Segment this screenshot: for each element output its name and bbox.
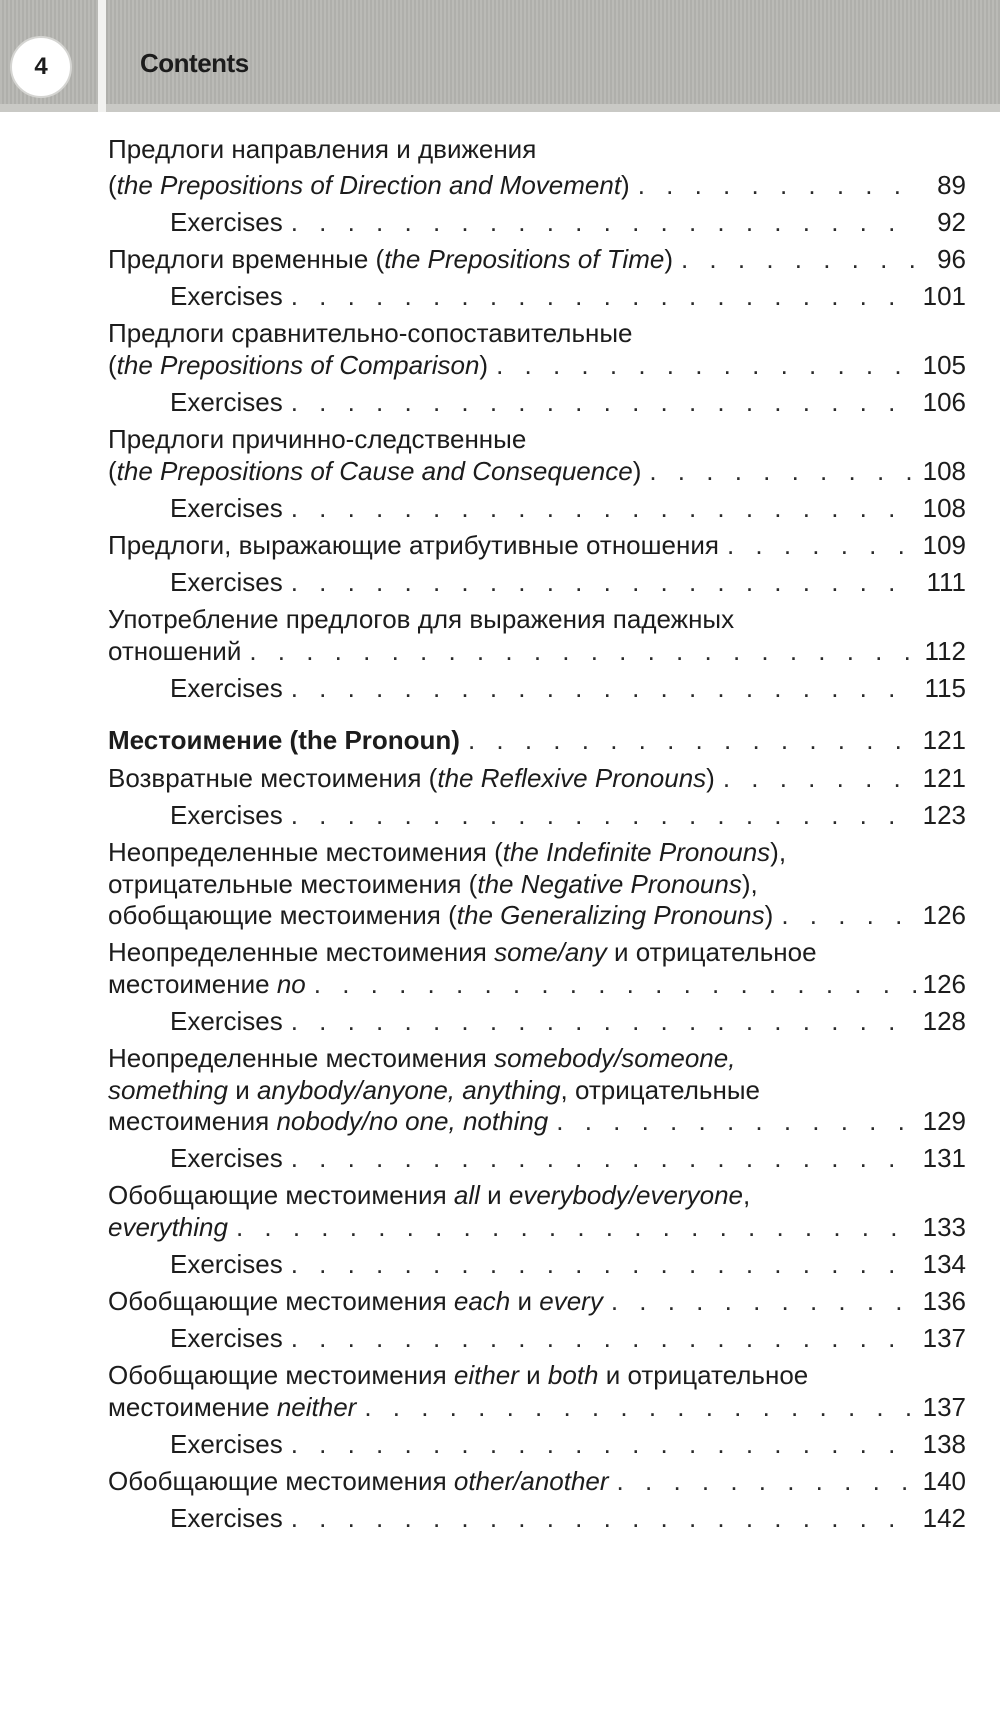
- dot-leader: [291, 491, 917, 525]
- header-divider: [98, 0, 106, 112]
- page-ref: 137: [922, 1323, 966, 1353]
- toc-entry-title-line: Предлоги сравнительно-сопоставительные: [108, 318, 633, 348]
- page-ref: 111: [926, 567, 966, 597]
- toc-entry-exercises[interactable]: Exercises . . . 137: [170, 1321, 966, 1355]
- page-ref: 92: [937, 207, 966, 237]
- toc-entry-some-any-no[interactable]: местоимение no . . . 126: [108, 967, 966, 1001]
- page-ref: 112: [924, 636, 966, 666]
- toc-entry-title-line: Предлоги направления и движения: [108, 134, 537, 164]
- dot-leader: [314, 967, 917, 1001]
- toc-entry-prepositions-time[interactable]: Предлоги временные (the Prepositions of Time) . . . 96: [108, 242, 966, 276]
- page-ref: 89: [937, 170, 966, 200]
- toc-entry-exercises[interactable]: Exercises . . . 115: [170, 671, 966, 705]
- dot-leader: [291, 1004, 917, 1038]
- dot-leader: [236, 1210, 917, 1244]
- page-ref: 129: [922, 1106, 966, 1136]
- toc-entry-prepositions-cause[interactable]: (the Prepositions of Cause and Consequence) . . . 108: [108, 454, 966, 488]
- dot-leader: [649, 454, 916, 488]
- dot-leader: [617, 1464, 917, 1498]
- toc-entry-title-line: Обобщающие местоимения either и both и отрицательное: [108, 1360, 809, 1390]
- toc-entry-prepositions-comparison[interactable]: (the Prepositions of Comparison) . . . 105: [108, 348, 966, 382]
- dot-leader: [727, 528, 917, 562]
- page-ref: 126: [922, 900, 966, 930]
- toc-entry-exercises[interactable]: Exercises . . . 106: [170, 385, 966, 419]
- toc-entry-either-both-neither[interactable]: местоимение neither . . . 137: [108, 1390, 966, 1424]
- dot-leader: [781, 898, 916, 932]
- dot-leader: [291, 798, 917, 832]
- dot-leader: [468, 723, 917, 757]
- page-ref: 101: [922, 281, 966, 311]
- page-ref: 131: [922, 1143, 966, 1173]
- toc-entry-title-line: Обобщающие местоимения all и everybody/everyone,: [108, 1180, 751, 1210]
- dot-leader: [364, 1390, 916, 1424]
- dot-leader: [291, 205, 918, 239]
- toc-entry-exercises[interactable]: Exercises . . . 142: [170, 1501, 966, 1535]
- toc-entry-exercises[interactable]: Exercises . . . 101: [170, 279, 966, 313]
- dot-leader: [291, 279, 917, 313]
- toc-entry-somebody-nobody[interactable]: местоимения nobody/no one, nothing . . . 129: [108, 1104, 966, 1138]
- page-ref: 137: [922, 1392, 966, 1422]
- toc-entry-all-everybody[interactable]: everything . . . 133: [108, 1210, 966, 1244]
- page-header: [0, 0, 1000, 112]
- page-ref: 138: [922, 1429, 966, 1459]
- dot-leader: [496, 348, 917, 382]
- toc-entry-exercises[interactable]: Exercises . . . 92: [170, 205, 966, 239]
- toc-entry-title-line: Неопределенные местоимения (the Indefinite Pronouns),: [108, 837, 787, 867]
- dot-leader: [638, 168, 918, 202]
- toc-entry-exercises[interactable]: Exercises . . . 123: [170, 798, 966, 832]
- toc-entry-exercises[interactable]: Exercises . . . 138: [170, 1427, 966, 1461]
- page-ref: 106: [922, 387, 966, 417]
- toc-entry-title-line: отрицательные местоимения (the Negative Pronouns),: [108, 869, 758, 899]
- page-ref: 128: [922, 1006, 966, 1036]
- toc-entry-title-line: Предлоги причинно-следственные: [108, 424, 527, 454]
- header-rule: [0, 104, 1000, 112]
- dot-leader: [556, 1104, 916, 1138]
- page-ref: 115: [924, 673, 966, 703]
- dot-leader: [611, 1284, 917, 1318]
- toc-entry-each-every[interactable]: Обобщающие местоимения each и every . . . 136: [108, 1284, 966, 1318]
- page-ref: 108: [922, 456, 966, 486]
- toc-section-pronoun[interactable]: Местоимение (the Pronoun) . . . 121: [108, 723, 966, 757]
- page-number-badge: [10, 36, 72, 98]
- page-ref: 134: [922, 1249, 966, 1279]
- dot-leader: [681, 242, 918, 276]
- toc-entry-title-line: Употребление предлогов для выражения падежных: [108, 604, 735, 634]
- page-ref: 126: [922, 969, 966, 999]
- toc-entry-prepositions-attributive[interactable]: Предлоги, выражающие атрибутивные отношения . . . 109: [108, 528, 966, 562]
- toc-entry-title-line: Неопределенные местоимения some/any и отрицательное: [108, 937, 817, 967]
- dot-leader: [291, 1501, 917, 1535]
- dot-leader: [249, 634, 918, 668]
- page-ref: 121: [922, 725, 966, 755]
- page-ref: 121: [922, 763, 966, 793]
- toc-entry-exercises[interactable]: Exercises . . . 134: [170, 1247, 966, 1281]
- page-ref: 123: [922, 800, 966, 830]
- page-ref: 136: [922, 1286, 966, 1316]
- toc-entry-exercises[interactable]: Exercises . . . 128: [170, 1004, 966, 1038]
- dot-leader: [291, 1427, 917, 1461]
- dot-leader: [291, 1141, 917, 1175]
- page-ref: 105: [922, 350, 966, 380]
- toc-entry-reflexive-pronouns[interactable]: Возвратные местоимения (the Reflexive Pronouns) . . . 121: [108, 761, 966, 795]
- toc-entry-indefinite-pronouns[interactable]: обобщающие местоимения (the Generalizing Pronouns) . . . 126: [108, 898, 966, 932]
- page-number: 4: [34, 53, 48, 80]
- toc-entry-case-relations[interactable]: отношений . . . 112: [108, 634, 966, 668]
- toc-entry-prepositions-direction[interactable]: (the Prepositions of Direction and Movement) . . . 89: [108, 168, 966, 202]
- toc-entry-title-line: Неопределенные местоимения somebody/someone,: [108, 1043, 736, 1073]
- dot-leader: [291, 565, 918, 599]
- dot-leader: [291, 671, 918, 705]
- page-ref: 96: [937, 244, 966, 274]
- toc-entry-other-another[interactable]: Обобщающие местоимения other/another . . . 140: [108, 1464, 966, 1498]
- page-ref: 140: [922, 1466, 966, 1496]
- header-title: Contents: [140, 48, 249, 78]
- toc-entry-exercises[interactable]: Exercises . . . 131: [170, 1141, 966, 1175]
- page-ref: 133: [922, 1212, 966, 1242]
- page-ref: 109: [922, 530, 966, 560]
- dot-leader: [291, 385, 917, 419]
- dot-leader: [723, 761, 917, 795]
- page-ref: 142: [922, 1503, 966, 1533]
- dot-leader: [291, 1247, 917, 1281]
- page-ref: 108: [922, 493, 966, 523]
- toc-entry-title-line: something и anybody/anyone, anything, отрицательные: [108, 1075, 760, 1105]
- toc-entry-exercises[interactable]: Exercises . . . 111: [170, 565, 966, 599]
- toc-entry-exercises[interactable]: Exercises . . . 108: [170, 491, 966, 525]
- dot-leader: [291, 1321, 917, 1355]
